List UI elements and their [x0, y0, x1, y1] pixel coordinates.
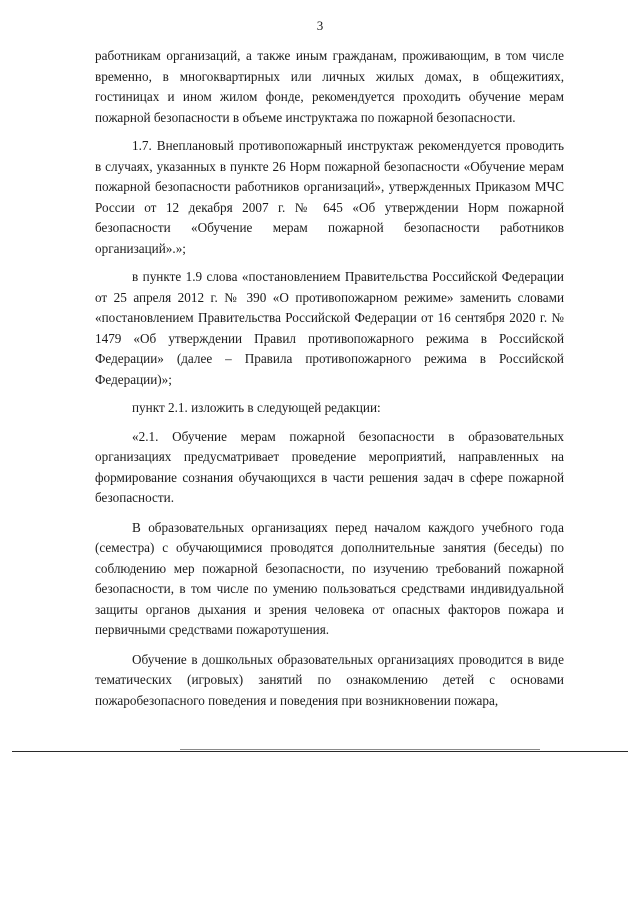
paragraph-item-1-9: в пункте 1.9 слова «постановлением Правительства Российской Федерации от 25 апреля 2012 г. № 390 «О противопожарном режиме» заменить словами «постановлением Правительства Российской Федерации от 16 сентября 2020 г. № 1479 «Об утверждении Правил противопожарного режима в Российской Федерации» (далее – Правила противопожарного режима в Российской Федерации)»;: [95, 269, 564, 387]
document-body: [95, 46, 564, 711]
paragraph-preschool: Обучение в дошкольных образовательных организациях проводится в виде тематических (игровых) занятий по ознакомлению детей с основами пожаробезопасного поведения и поведения при возникновении пожара,: [95, 651, 564, 708]
page-bottom-rule: [12, 751, 628, 752]
paragraph-1-7: 1.7. Внеплановый противопожарный инструктаж рекомендуется проводить в случаях, указанных в пункте 26 Норм пожарной безопасности «Обучение мерам пожарной безопасности работников организаций», утвержденных Приказом МЧС России от 12 декабря 2007 г. № 645 «Об утверждении Норм пожарной безопасности «Обучение мерам пожарной безопасности работников организаций».»;: [95, 138, 564, 256]
paragraph-item-2-1-intro: пункт 2.1. изложить в следующей редакции:: [132, 400, 381, 415]
paragraph-2-1: «2.1. Обучение мерам пожарной безопасности в образовательных организациях предусматривает проведение мероприятий, направленных на формирование сознания обучающихся в части решения задач в сфере пожарной безопасности.: [95, 428, 564, 505]
page-number: 3: [316, 18, 324, 33]
paragraph-continuation: работникам организаций, а также иным гражданам, проживающим, в том числе временно, в многоквартирных или личных жилых домах, в общежитиях, гостиницах и ином жилом фонде, рекомендуется проходить обучение мерам пожарной безопасности в объеме инструктажа по пожарной безопасности.: [95, 48, 564, 125]
paragraph-educational-orgs: В образовательных организациях перед началом каждого учебного года (семестра) с обучающимися проводятся дополнительные занятия (беседы) по соблюдению мер пожарной безопасности, по изучению требований пожарной безопасности, в том числе по умению пользоваться средствами индивидуальной защиты органов дыхания и зрения человека от опасных факторов пожара и первичными средствами пожаротушения.: [95, 519, 564, 637]
scan-line-faint: [180, 749, 540, 750]
